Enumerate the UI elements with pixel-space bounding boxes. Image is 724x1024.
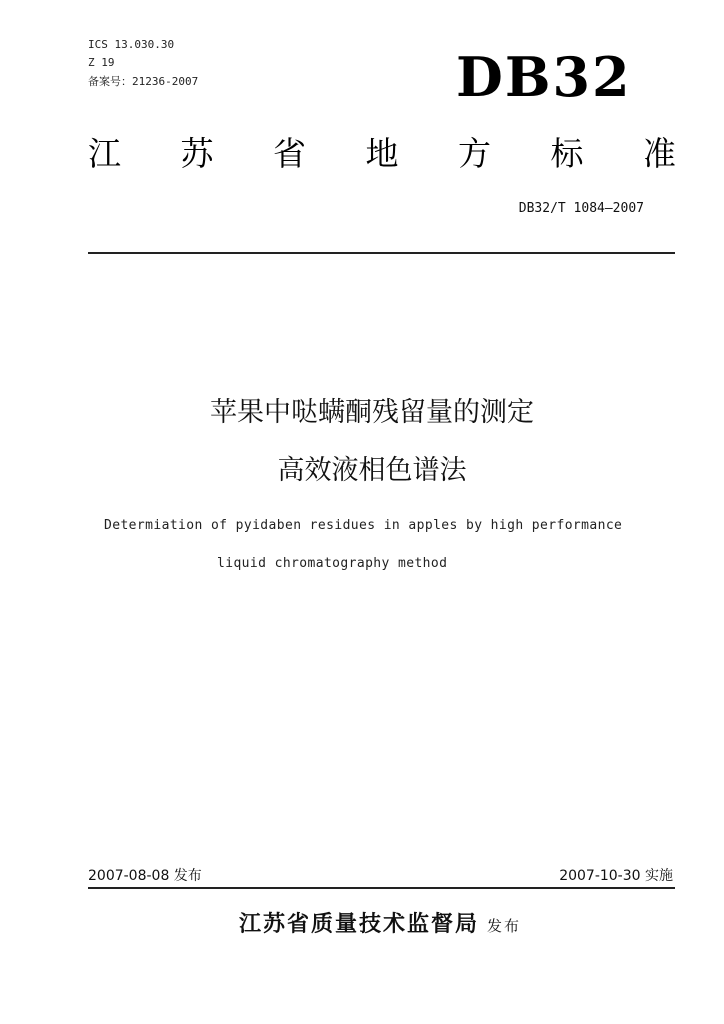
standard-type-char: 江 [88, 134, 121, 173]
standard-type-char: 苏 [180, 134, 214, 173]
ics-code: ICS 13.030.30 [88, 38, 175, 51]
standard-type-char: 方 [458, 134, 491, 173]
standard-type-char: 标 [550, 134, 584, 173]
title-english-line-1: Determiation of pyidaben residues in apples by high performance [104, 518, 623, 533]
standard-type-char: 地 [365, 134, 399, 173]
db32-logo: DB32 [456, 45, 632, 109]
issuer-name: 江苏省质量技术监督局 [238, 912, 479, 937]
title-english-line-2: liquid chromatography method [217, 556, 448, 571]
standard-type-heading [88, 134, 676, 174]
issue-date: 2007-08-08 发布 [88, 868, 202, 884]
standard-number: DB32/T 1084—2007 [518, 201, 644, 216]
title-chinese-line-2: 高效液相色谱法 [277, 455, 467, 486]
standard-type-char: 准 [643, 134, 676, 173]
top-divider [88, 252, 675, 254]
title-chinese-line-1: 苹果中哒螨酮残留量的测定 [210, 397, 534, 428]
filing-number: 备案号：21236-2007 [88, 75, 199, 88]
bottom-divider [88, 887, 675, 889]
issuer-line [0, 910, 724, 941]
implementation-date: 2007-10-30 实施 [559, 868, 673, 884]
ccs-code: Z 19 [88, 56, 115, 69]
standard-type-char: 省 [273, 134, 306, 173]
issuer-suffix: 发布 [487, 917, 522, 935]
